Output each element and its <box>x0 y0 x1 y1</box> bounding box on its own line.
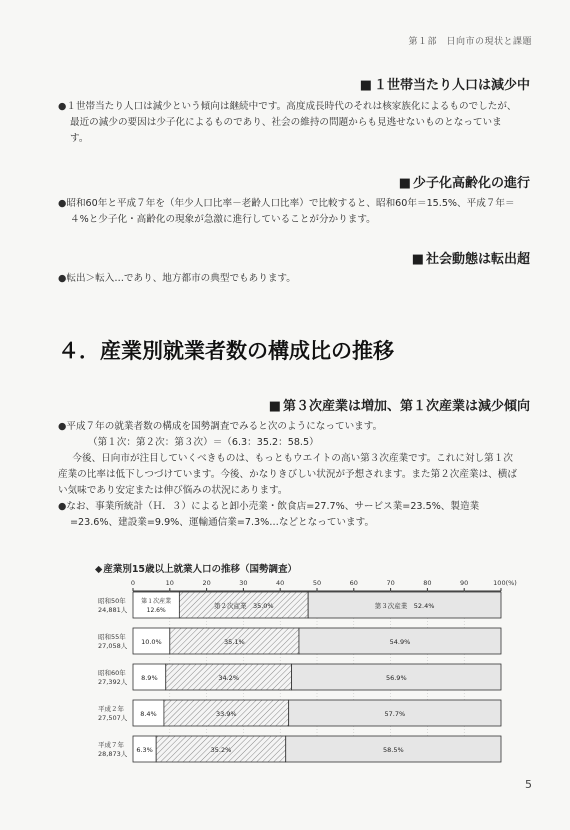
data-label: 8.9% <box>141 674 158 682</box>
data-label: 12.6% <box>146 607 166 614</box>
data-label: 35.2% <box>210 746 232 754</box>
migration-text: ●転出＞転入…であり、地方都市の典型でもあります。 <box>58 273 296 284</box>
heading-aging: ■ 少子化高齢化の進行 <box>399 172 530 191</box>
industry-text-2: 今後、日向市が注目していくべきものは、もっともウエイトの高い第３次産業です。これに対し第１次産業の比率は低下しつづけています。今後、かなりきびしい状況が予想されます。また第２次産業は、横ばい気味であり安定または伸び悩みの状況にあります。 <box>58 453 517 496</box>
category-label-count: 27,058人 <box>98 642 128 650</box>
category-label-count: 27,507人 <box>98 714 128 722</box>
x-tick-label: 40 <box>276 579 285 587</box>
data-label: 33.9% <box>215 710 237 718</box>
x-tick-label: 90 <box>460 579 469 587</box>
x-tick-label: 0 <box>130 579 136 587</box>
category-label-year: 昭和60年 <box>98 669 126 677</box>
x-tick-label: 100(%) <box>493 579 517 587</box>
heading-industry: ■ 第３次産業は増加、第１次産業は減少傾向 <box>269 395 530 414</box>
data-label: 54.9% <box>389 638 411 646</box>
category-label-count: 28,873人 <box>98 750 128 758</box>
data-label: 第３次産業 52.4% <box>374 602 435 610</box>
x-tick-label: 10 <box>165 579 174 587</box>
x-tick-label: 50 <box>312 579 322 587</box>
bar-segment <box>133 592 179 618</box>
category-label-year: 昭和50年 <box>98 597 126 605</box>
data-label: 10.0% <box>141 638 162 646</box>
category-label-year: 平成２年 <box>98 705 124 713</box>
data-label: 第１次産業 <box>141 598 172 605</box>
data-label: 6.3% <box>136 746 153 754</box>
page-number: 5 <box>525 778 532 791</box>
x-tick-label: 70 <box>386 579 395 587</box>
industry-ratio: （第１次：第２次：第３次）＝（6.3：35.2：58.5） <box>88 437 319 448</box>
data-label: 8.4% <box>140 710 157 718</box>
section-title-industry: ４．産業別就業者数の構成比の推移 <box>58 339 394 363</box>
heading-migration: ■ 社会動態は転出超 <box>412 248 530 267</box>
data-label: 35.1% <box>224 638 245 646</box>
chart-title: ◆ 産業別15歳以上就業人口の推移（国勢調査） <box>95 561 297 575</box>
heading-household: ■ １世帯当たり人口は減少中 <box>360 74 530 93</box>
x-tick-label: 60 <box>349 579 358 587</box>
data-label: 57.7% <box>384 710 406 718</box>
data-label: 第２次産業 35.0% <box>213 602 274 610</box>
x-tick-label: 30 <box>239 579 248 587</box>
x-tick-label: 80 <box>423 579 432 587</box>
running-head: 第１部 日向市の現状と課題 <box>408 37 532 47</box>
category-label-count: 27,392人 <box>98 678 128 686</box>
industry-text-3: ●なお、事業所統計（Ｈ．３）によると卸小売業・飲食店=27.7%、サービス業=23.5%、製造業=23.6%、建設業=9.9%、運輸通信業=7.3%…などとなっています。 <box>58 501 480 528</box>
aging-text: ●昭和60年と平成７年を（年少人口比率－老齢人口比率）で比較すると、昭和60年＝15.5%、平成７年＝４%と少子化・高齢化の現象が急激に進行していることが分かります。 <box>58 198 515 225</box>
data-label: 34.2% <box>218 674 240 682</box>
data-label: 56.9% <box>385 674 407 682</box>
data-label: 58.5% <box>383 746 404 754</box>
category-label-count: 24,881人 <box>98 606 128 614</box>
industry-text-1: ●平成７年の就業者数の構成を国勢調査でみると次のようになっています。 <box>58 421 383 432</box>
category-label-year: 昭和55年 <box>98 633 126 641</box>
household-text: ●１世帯当たり人口は減少という傾向は継続中です。高度成長時代のそれは核家族化によるものでしたが、最近の減少の要因は少子化によるものであり、社会の維持の問題からも見逃せないものとなっています。 <box>58 101 517 144</box>
x-tick-label: 20 <box>202 579 211 587</box>
category-label-year: 平成７年 <box>98 741 124 749</box>
